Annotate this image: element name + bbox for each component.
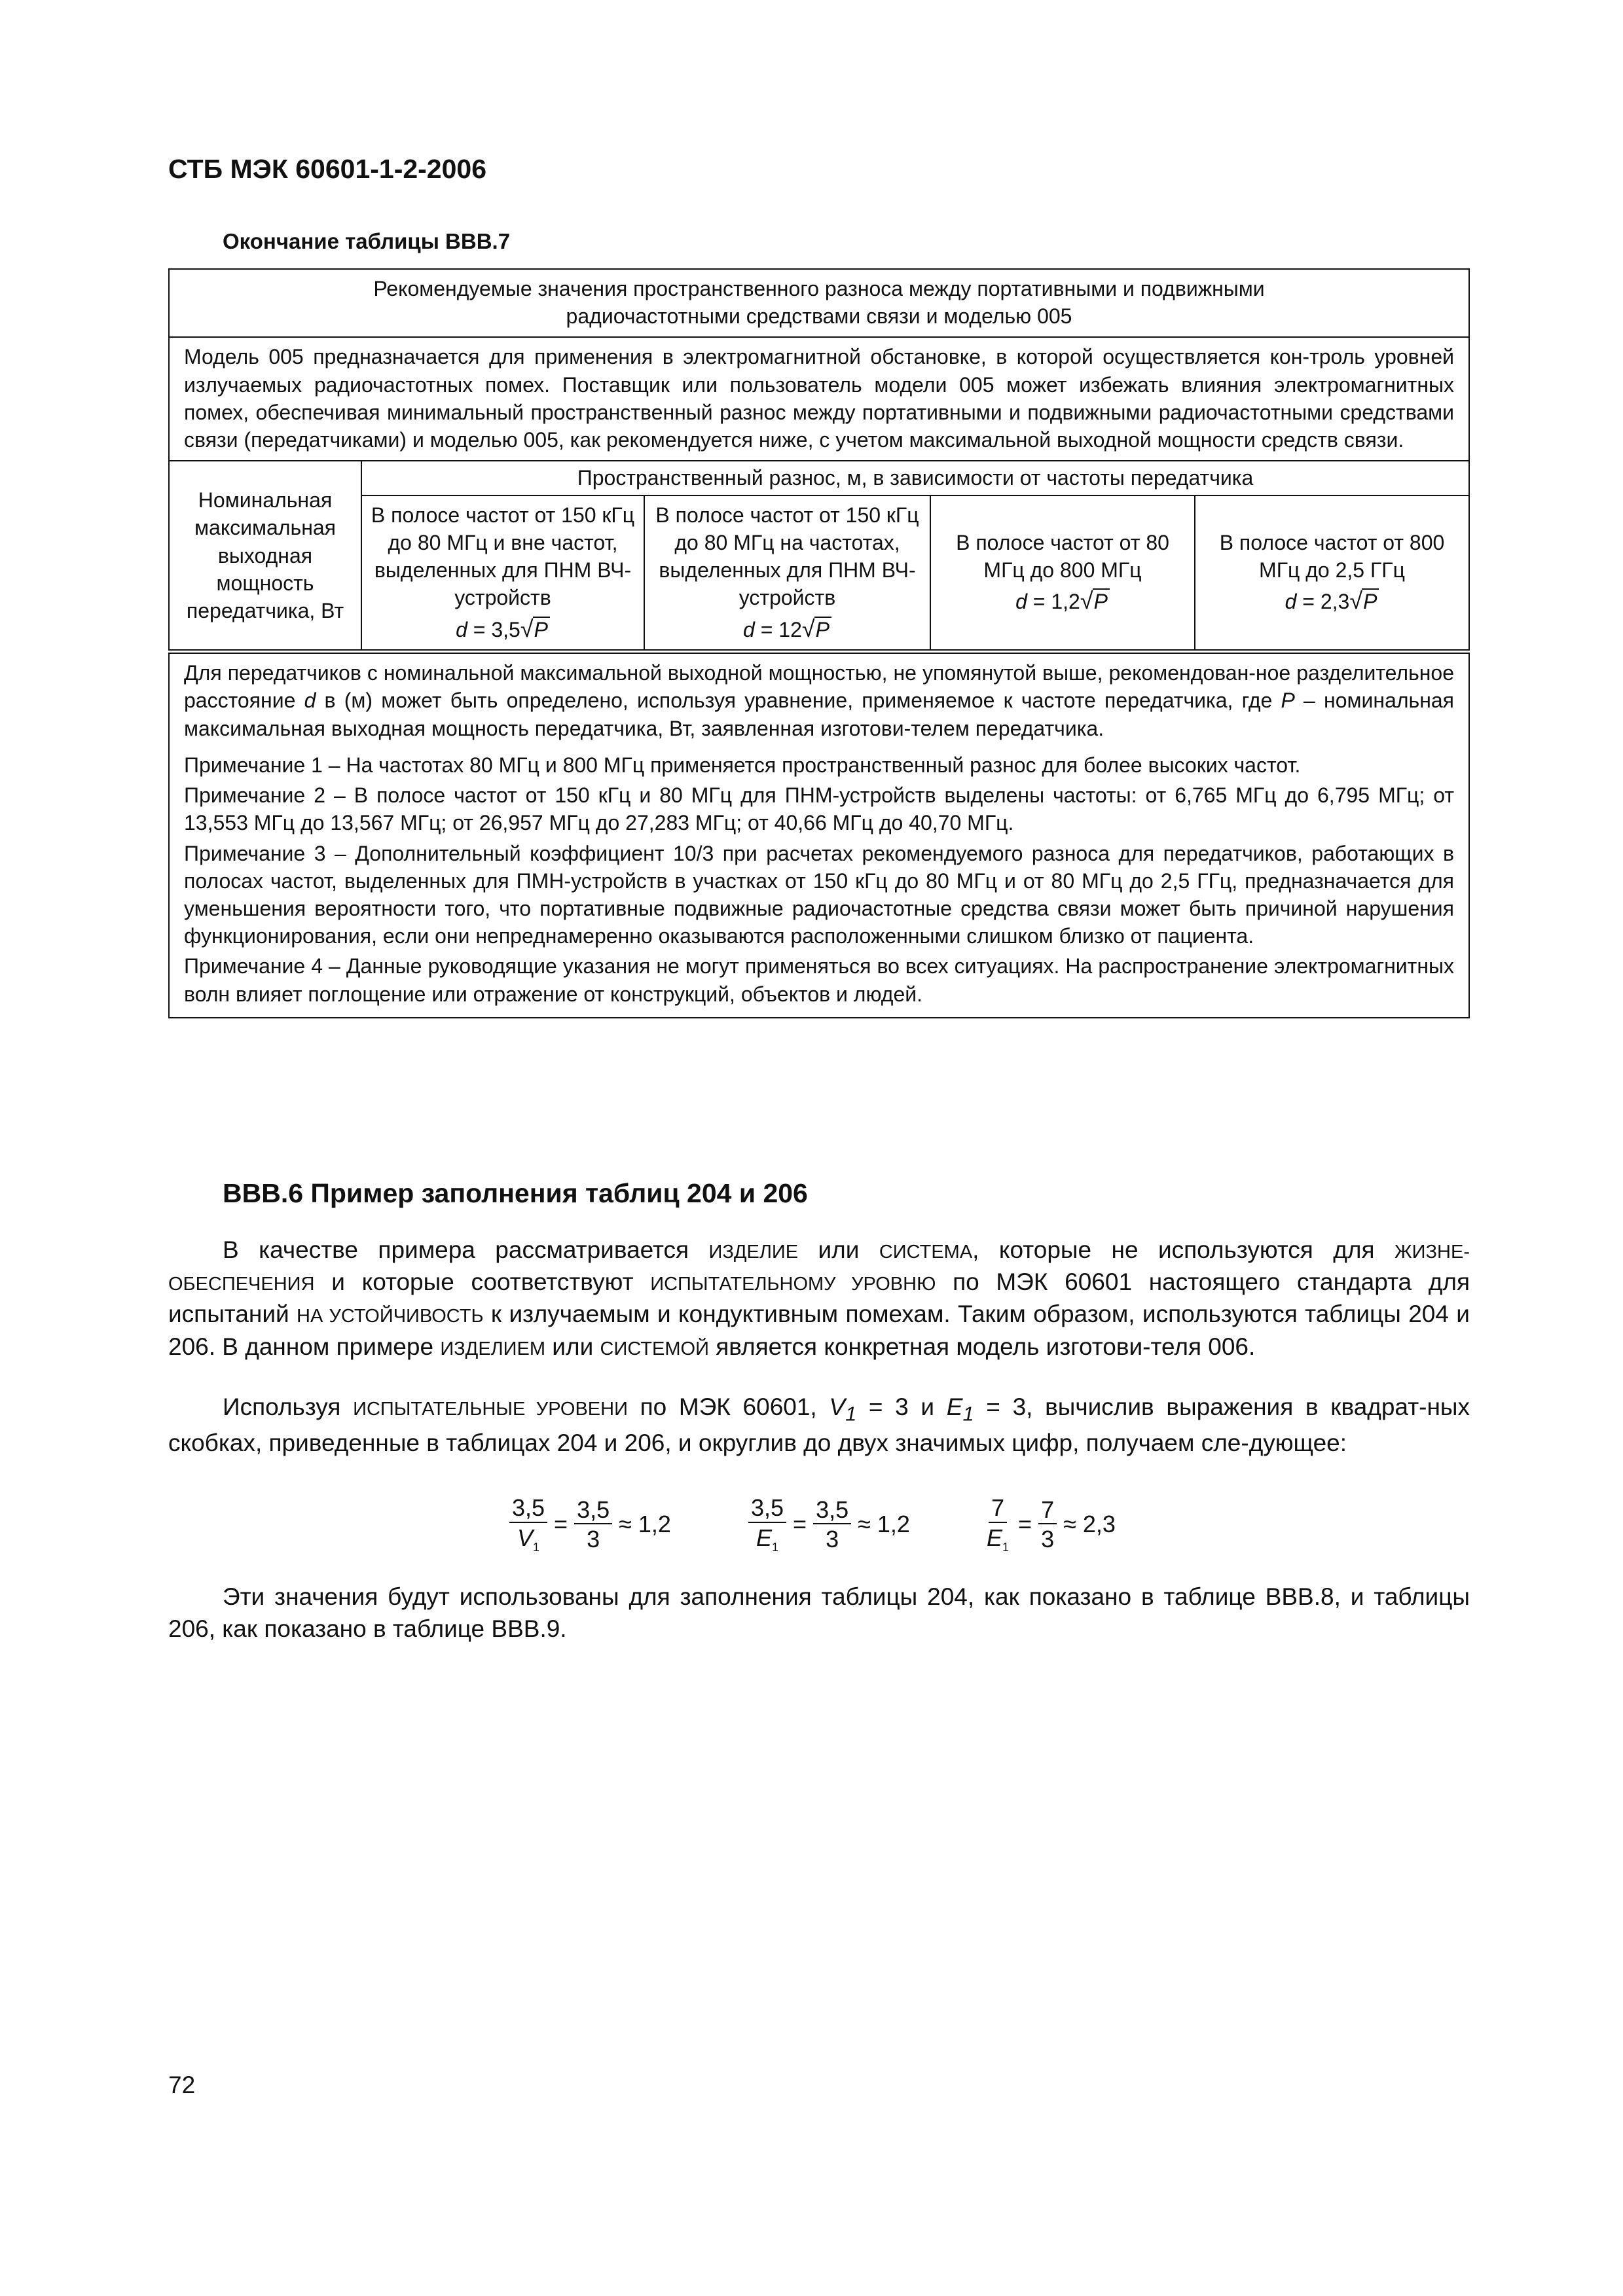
formula-2 [748, 1496, 910, 1554]
p1-text: или [545, 1333, 600, 1360]
note-1: Примечание 1 – На частотах 80 МГц и 800 МГц применяется пространственный разнос для более высоких частот. [184, 753, 1301, 777]
table-title [169, 269, 1469, 337]
p2-text: = 3, вычислив выражения в квадрат-ных скобках, приведенные в таблицах 204 и 206, и округлив до двух значимых цифр, получаем сле-дующее: [168, 1393, 1470, 1457]
band-cell-2 [644, 495, 930, 652]
equals-icon: = [554, 1511, 568, 1538]
p2-text: = 3 и [856, 1393, 947, 1420]
band-cell-3 [930, 495, 1195, 652]
formula-sqrt-var: P [534, 617, 548, 641]
sqrt-icon: √ [1080, 587, 1093, 615]
fraction-denominator-sub: 1 [1002, 1540, 1010, 1554]
p1-text: является конкретная модель изготови-теля 006. [708, 1333, 1256, 1360]
p1-text: , которые не используются для [972, 1236, 1395, 1263]
band-text: В полосе частот от 150 кГц до 80 МГц на частотах, выделенных для ПНМ ВЧ-устройств [655, 503, 919, 610]
formula-sqrt-var: P [1363, 590, 1377, 614]
fraction [509, 1496, 547, 1554]
formula-coefficient: = 12 [754, 617, 802, 641]
p2-var-e: E [946, 1393, 963, 1420]
approx-icon: ≈ [858, 1511, 871, 1538]
approx-icon: ≈ [1063, 1511, 1076, 1538]
p1-term: СИСТЕМОЙ [600, 1338, 709, 1359]
formula-var: d [456, 617, 467, 641]
fraction-denominator: 3 [826, 1526, 839, 1553]
paragraph-2 [168, 1391, 1470, 1460]
sqrt-icon: √ [520, 615, 534, 642]
notes-text-b: в (м) может быть определено, используя уравнение, применяемое к частоте передатчика, где [316, 689, 1281, 713]
section-heading: ВВВ.6 Пример заполнения таблиц 204 и 206 [223, 1178, 808, 1208]
table-notes [169, 652, 1469, 1018]
spacing-table [168, 268, 1470, 1018]
formula-var: d [743, 617, 755, 641]
formula-3 [984, 1496, 1116, 1554]
formula-coefficient: = 3,5 [467, 617, 520, 641]
spacing-header: Пространственный разнос, м, в зависимости от частоты передатчика [361, 461, 1469, 495]
formula-sqrt-var: P [1093, 590, 1108, 614]
fraction [984, 1496, 1012, 1554]
paragraph-1 [168, 1234, 1470, 1363]
p1-text: или [798, 1236, 879, 1263]
p2-var-v-sub: 1 [845, 1402, 857, 1426]
notes-text-a: Для передатчиков с номинальной максимальной выходной мощностью, не упомянутой выше, рекомендован-ное разделительное расстояние [184, 661, 1454, 713]
fraction-numerator: 7 [1038, 1498, 1057, 1525]
formulas-row [0, 1496, 1623, 1568]
note-2: Примечание 2 – В полосе частот от 150 кГц и 80 МГц для ПНМ-устройств выделены частоты: от 6,765 МГц до 6,795 МГц; от 13,553 МГц до 13,567 МГц; от 26,957 МГц до 27,283 МГц; от 40,66 МГц до 40,70 МГц. [184, 783, 1454, 835]
fraction-denominator: E [987, 1524, 1003, 1551]
p2-text: Используя [223, 1393, 354, 1420]
p2-text: по МЭК 60601, [627, 1393, 830, 1420]
band-formula [369, 613, 637, 645]
p1-text: к излучаемым и кондуктивным помехам. Таким образом, используются таблицы 204 и 206. В данном примере [168, 1300, 1470, 1360]
fraction-numerator: 3,5 [509, 1496, 547, 1523]
band-cell-1 [361, 495, 644, 652]
fraction [748, 1496, 786, 1554]
notes-paragraph [184, 659, 1454, 742]
p1-term: ИЗДЕЛИЕ [708, 1242, 799, 1263]
p2-term: ИСПЫТАТЕЛЬНЫЕ УРОВЕНИ [353, 1399, 628, 1420]
p1-term: СИСТЕМА [879, 1242, 973, 1263]
p1-term: ЖИЗНЕ-ОБЕСПЕЧЕНИЯ [168, 1242, 1470, 1295]
note-4: Примечание 4 – Данные руководящие указания не могут применяться во всех ситуациях. На распространение электромагнитных волн влияет поглощение или отражение от конструкций, объектов и людей. [184, 954, 1454, 1006]
document-header: СТБ МЭК 60601-1-2-2006 [168, 154, 487, 184]
notes-text-c: – номинальная максимальная выходная мощность передатчика, Вт, заявленная изготови-телем передатчика. [184, 689, 1455, 740]
fraction-numerator: 3,5 [813, 1498, 851, 1525]
band-formula [938, 585, 1188, 617]
paragraph-3: Эти значения будут использованы для заполнения таблицы 204, как показано в таблице ВВВ.8, и таблицы 206, как показано в таблице ВВВ.9. [168, 1583, 1470, 1643]
p1-text: по МЭК 60601 настоящего стандарта для испытаний [168, 1268, 1470, 1328]
p1-text: и которые соответствуют [314, 1268, 651, 1296]
formula-var: d [1015, 590, 1027, 614]
formula-coefficient: = 2,3 [1296, 590, 1350, 614]
power-column-header: Номинальная максимальная выходная мощность передатчика, Вт [169, 461, 361, 651]
formula-var: d [1285, 590, 1297, 614]
fraction [813, 1498, 851, 1552]
formula-coefficient: = 1,2 [1027, 590, 1080, 614]
formula-result: 1,2 [877, 1511, 910, 1538]
fraction-denominator-sub: 1 [772, 1540, 779, 1554]
notes-var-d: d [304, 689, 316, 713]
fraction-denominator: 3 [587, 1526, 600, 1553]
table-title-line-2: радиочастотными средствами связи и моделью 005 [566, 304, 1072, 329]
p1-term: ИЗДЕЛИЕМ [440, 1338, 546, 1359]
band-formula [651, 613, 923, 645]
page-number: 72 [168, 2072, 196, 2098]
band-text: В полосе частот от 80 МГц до 800 МГц [956, 530, 1169, 583]
fraction [574, 1498, 612, 1552]
notes-var-p: P [1281, 689, 1295, 713]
p1-text: В качестве примера рассматривается [223, 1236, 709, 1263]
p1-term: НА УСТОЙЧИВОСТЬ [297, 1306, 484, 1327]
fraction-denominator: E [756, 1524, 773, 1551]
fraction-denominator: 3 [1041, 1526, 1055, 1553]
band-formula [1202, 585, 1462, 617]
band-text: В полосе частот от 150 кГц до 80 МГц и вне частот, выделенных для ПНМ ВЧ-устройств [371, 503, 635, 610]
fraction-denominator: V [517, 1524, 534, 1551]
fraction-numerator: 3,5 [748, 1496, 786, 1523]
p2-var-e-sub: 1 [962, 1402, 974, 1426]
sqrt-icon: √ [1349, 587, 1363, 615]
equals-icon: = [793, 1511, 807, 1538]
band-text: В полосе частот от 800 МГц до 2,5 ГГц [1219, 530, 1445, 583]
table-title-line-1: Рекомендуемые значения пространственного разноса между портативными и подвижными [373, 277, 1265, 300]
formula-result: 1,2 [638, 1511, 671, 1538]
sqrt-icon: √ [801, 615, 815, 642]
fraction-numerator: 3,5 [574, 1498, 612, 1525]
fraction-denominator-sub: 1 [533, 1540, 540, 1554]
p1-term: ИСПЫТАТЕЛЬНОМУ УРОВНЮ [650, 1274, 936, 1295]
formula-1 [509, 1496, 671, 1554]
formula-sqrt-var: P [815, 617, 830, 641]
approx-icon: ≈ [619, 1511, 632, 1538]
equals-icon: = [1018, 1511, 1032, 1538]
band-cell-4 [1195, 495, 1469, 652]
formula-result: 2,3 [1082, 1511, 1116, 1538]
table-intro: Модель 005 предназначается для применения в электромагнитной обстановке, в которой осуществляется кон-троль уровней излучаемых радиочастотных помех. Поставщик или пользователь модели 005 может избежать влияния электромагнитных помех, обеспечивая минимальный пространственный разнос между портативными и подвижными радиочастотными средствами связи (передатчиками) и моделью 005, как рекомендуется ниже, с учетом максимальной выходной мощности средств связи. [169, 337, 1469, 461]
note-3: Примечание 3 – Дополнительный коэффициент 10/3 при расчетах рекомендуемого разноса для передатчиков, работающих в полосах частот, выделенных для ПМН-устройств в участках от 150 кГц до 80 МГц и от 80 МГц до 2,5 ГГц, предназначается для уменьшения вероятности того, что портативные подвижные радиочастотные средства связи может быть причиной нарушения функционирования, если они непреднамеренно оказываются расположенными слишком близко от пациента. [184, 841, 1454, 948]
fraction [1038, 1498, 1057, 1552]
p2-var-v: V [829, 1393, 846, 1420]
table-continuation-label: Окончание таблицы ВВВ.7 [223, 229, 511, 253]
fraction-numerator: 7 [989, 1496, 1007, 1523]
